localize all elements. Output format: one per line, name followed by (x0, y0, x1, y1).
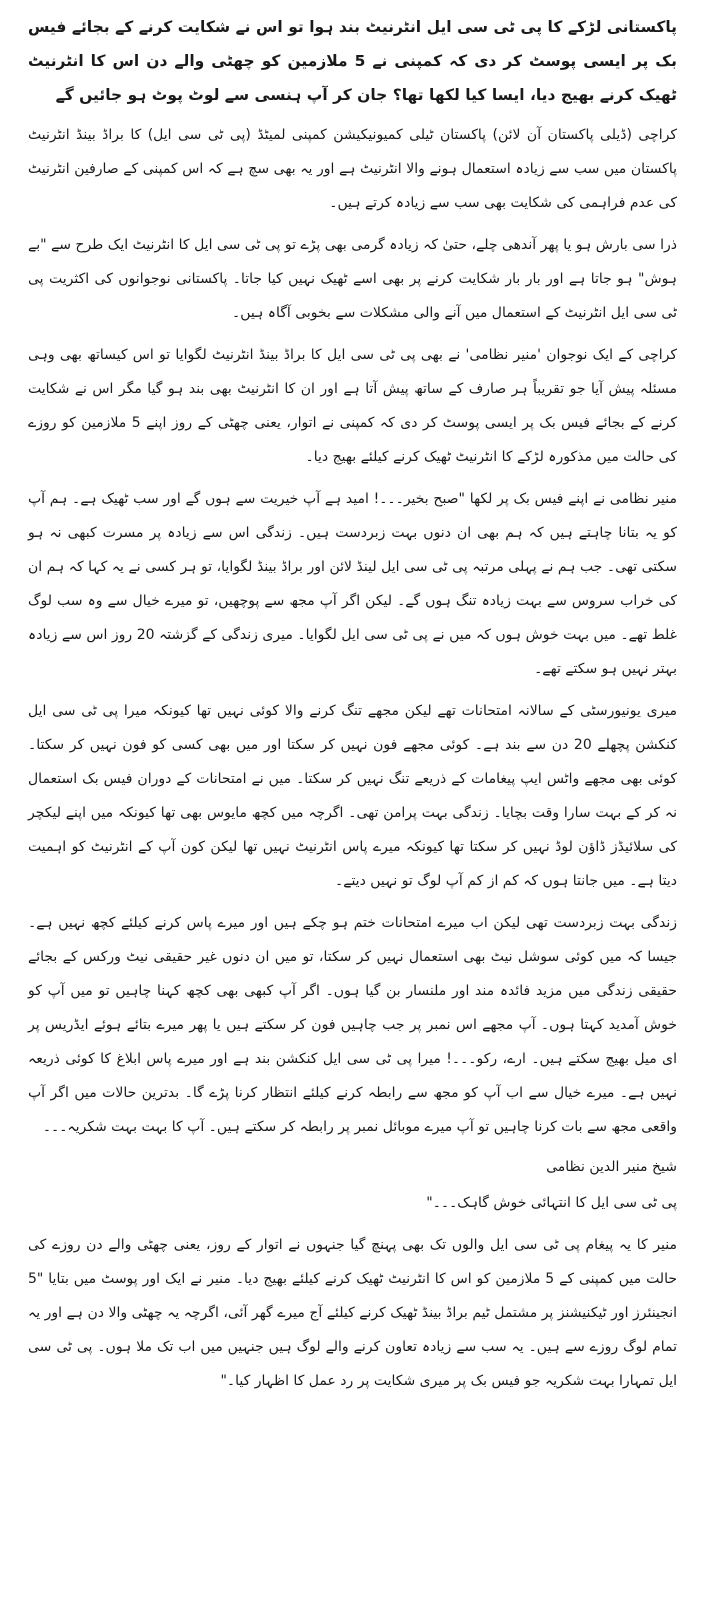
post-signoff: پی ٹی سی ایل کا انتہائی خوش گاہک۔۔۔" (426, 1195, 677, 1211)
paragraph-post-part-1: منیر نظامی نے اپنے فیس بک پر لکھا "صبح بخیر۔۔۔! امید ہے آپ خیریت سے ہوں گے اور سب ٹھیک ہے۔ ہم آپ کو یہ بتانا چاہتے ہیں کہ ہم بھی ان دنوں بہت زبردست ہیں۔ زندگی اس سے زیادہ پر مسرت کبھی نہ ہو سکتی تھی۔ جب ہم نے پہلی مرتبہ پی ٹی سی ایل لینڈ لائن اور براڈ بینڈ لگوایا، تو ہر کسی نے یہ کہا کہ ہم ان کی خراب سروس سے بہت زیادہ تنگ ہوں گے۔ لیکن اگر آپ مجھ سے پوچھیں، تو میرے خیال سے وہ سب لوگ غلط تھے۔ میں بہت خوش ہوں کہ میں نے پی ٹی سی ایل لگوایا۔ میری زندگی کے گزشتہ 20 روز اس سے زیادہ بہتر نہیں ہو سکتے تھے۔ (28, 491, 677, 677)
paragraph-post-part-3: زندگی بہت زبردست تھی لیکن اب میرے امتحانات ختم ہو چکے ہیں اور میرے پاس کرنے کیلئے کچھ نہیں ہے۔ جیسا کہ میں کوئی سوشل نیٹ بھی استعمال نہیں کر سکتا، تو میں ان دنوں غیر حقیقی نیٹ ورکس کے بجائے حقیقی زندگی میں مزید فائدہ مند اور ملنسار بن گیا ہوں۔ اگر آپ کبھی بھی کچھ کہنا چاہیں تو میں آپ کو خوش آمدید کہتا ہوں۔ آپ مجھے اس نمبر پر جب چاہیں فون کر سکتے ہیں یا پھر میرے بتائے ہوئے ایڈریس پر ای میل بھیج سکتے ہیں۔ ارے، رکو۔۔۔! میرا پی ٹی سی ایل کنکشن بند ہے اور میرے پاس ابلاغ کا کوئی ذریعہ نہیں ہے۔ میرے خیال سے اب آپ کو مجھ سے رابطہ کرنے کیلئے انتظار کرنا پڑے گا۔ بدترین حالات میں اگر آپ واقعی مجھ سے بات کرنا چاہیں تو آپ میرے موبائل نمبر پر رابطہ کر سکتے ہیں۔ آپ کا بہت بہت شکریہ۔۔۔ (28, 915, 677, 1135)
article-headline: پاکستانی لڑکے کا پی ٹی سی ایل انٹرنیٹ بند ہوا تو اس نے شکایت کرنے کے بجائے فیس بک پر ایسی پوسٹ کر دی کہ کمپنی نے 5 ملازمین کو چھٹی والے دن اس کا انٹرنیٹ ٹھیک کرنے بھیج دیا، ایسا کیا لکھا تھا؟ جان کر آپ ہنسی سے لوٹ پوٹ ہو جائیں گے (28, 18, 677, 104)
paragraph-context: ذرا سی بارش ہو یا پھر آندھی چلے، حتیٰ کہ زیادہ گرمی بھی پڑے تو پی ٹی سی ایل کا انٹرنیٹ ایک طرح سے "بے ہوش" ہو جاتا ہے اور بار بار شکایت کرنے پر بھی اسے ٹھیک نہیں کیا جاتا۔ پاکستانی نوجوانوں کی اکثریت پی ٹی سی ایل انٹرنیٹ کے استعمال میں آنے والی مشکلات سے بخوبی آگاہ ہیں۔ (28, 237, 677, 321)
paragraph-story: کراچی کے ایک نوجوان 'منیر نظامی' نے بھی پی ٹی سی ایل کا براڈ بینڈ انٹرنیٹ لگوایا تو اس کیساتھ بھی وہی مسئلہ پیش آیا جو تقریباً ہر صارف کے ساتھ پیش آتا ہے اور ان کا انٹرنیٹ بھی بند ہو گیا مگر اس نے شکایت کرنے کے بجائے فیس بک پر ایسی پوسٹ کر دی کہ کمپنی نے اتوار، یعنی چھٹی کے روز اپنے 5 ملازمین کو روزے کی حالت میں مذکورہ لڑکے کا انٹرنیٹ ٹھیک کرنے کیلئے بھیج دیا۔ (28, 347, 677, 465)
post-signature: شیخ منیر الدین نظامی (546, 1159, 677, 1175)
paragraph-post-part-2: میری یونیورسٹی کے سالانہ امتحانات تھے لیکن مجھے تنگ کرنے والا کوئی نہیں تھا کیونکہ میرا پی ٹی سی ایل کنکشن پچھلے 20 دن سے بند ہے۔ کوئی مجھے فون نہیں کر سکتا اور میں بھی کسی کو فون نہیں کر سکتا۔ کوئی بھی مجھے واٹس ایپ پیغامات کے ذریعے تنگ نہیں کر سکتا۔ میں نے امتحانات کے دوران فیس بک استعمال نہ کر کے بہت سارا وقت بچایا۔ زندگی بہت پرامن تھی۔ اگرچہ میں کچھ مایوس بھی تھا کیونکہ میں اپنے لیکچر کی سلائیڈز ڈاؤن لوڈ نہیں کر سکتا تھا کیونکہ میرے پاس انٹرنیٹ نہیں تھا لیکن کون آپ کے انٹرنیٹ کو اہمیت دیتا ہے۔ میں جانتا ہوں کہ کم از کم آپ لوگ تو نہیں دیتے۔ (28, 703, 677, 889)
paragraph-closing: منیر کا یہ پیغام پی ٹی سی ایل والوں تک بھی پہنچ گیا جنہوں نے اتوار کے روز، یعنی چھٹی والے دن روزے کی حالت میں کمپنی کے 5 ملازمین کو اس کا انٹرنیٹ ٹھیک کرنے کیلئے بھیج دیا۔ منیر نے ایک اور پوسٹ میں بتایا "5 انجینئرز اور ٹیکنیشنز پر مشتمل ٹیم براڈ بینڈ ٹھیک کرنے کیلئے آج میرے گھر آئی، اگرچہ یہ چھٹی والا دن ہے اور یہ تمام لوگ روزے سے ہیں۔ یہ سب سے زیادہ تعاون کرنے والے لوگ ہیں جنہیں میں اب تک ملا ہوں۔ پی ٹی سی ایل تمہارا بہت شکریہ جو فیس بک پر میری شکایت پر رد عمل کا اظہار کیا۔" (28, 1237, 677, 1389)
paragraph-intro: کراچی (ڈیلی پاکستان آن لائن) پاکستان ٹیلی کمیونیکیشن کمپنی لمیٹڈ (پی ٹی سی ایل) کا براڈ بینڈ انٹرنیٹ پاکستان میں سب سے زیادہ استعمال ہونے والا انٹرنیٹ ہے اور یہ بھی سچ ہے کہ اس کمپنی کے صارفین انٹرنیٹ کی عدم فراہمی کی شکایت بھی سب سے زیادہ کرتے ہیں۔ (28, 127, 677, 211)
